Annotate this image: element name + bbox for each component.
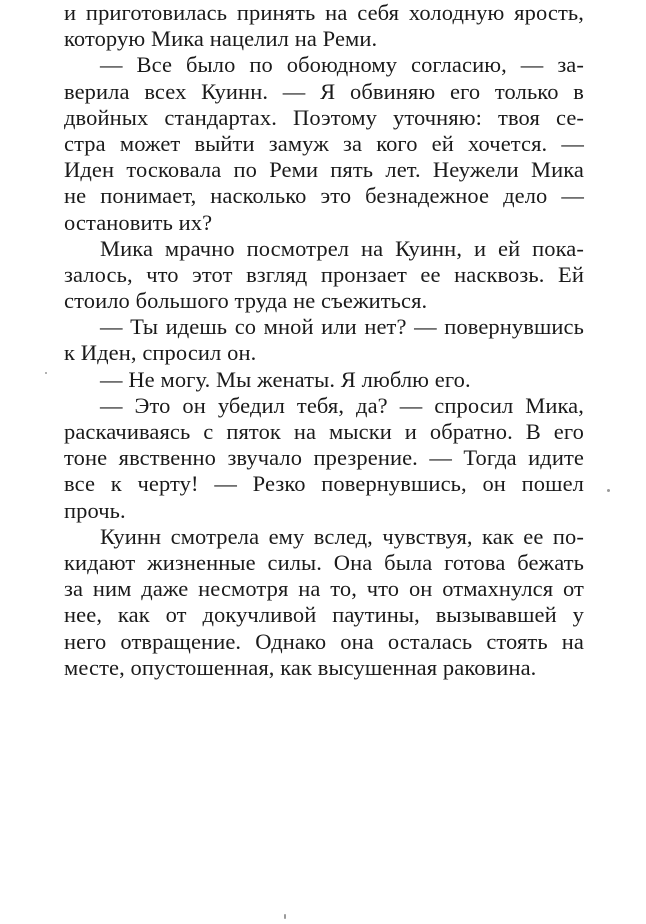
text-line: Мика мрачно посмотрел на Куинн, и ей пока- — [100, 235, 584, 261]
text-line: Куинн смотрела ему вслед, чувствуя, как ее по- — [100, 523, 584, 549]
text-line: все к черту! — Резко повернувшись, он пошел — [64, 471, 584, 497]
text-line: тоне явственно звучало презрение. — Тогда идите — [64, 445, 584, 471]
text-line: — Это он убедил тебя, да? — спросил Мика, — [100, 392, 584, 418]
text-line: месте, опустошенная, как высушенная раковина. — [64, 654, 537, 680]
text-line: — Ты идешь со мной или нет? — повернувшись — [100, 314, 584, 340]
text-line: — Все было по обоюдному согласию, — за- — [100, 52, 584, 78]
text-line: стоило большого труда не съежиться. — [64, 288, 428, 314]
text-line: стра может выйти замуж за кого ей хочется. — — [64, 130, 584, 156]
scan-speck — [607, 489, 610, 492]
body-text — [64, 0, 584, 681]
text-line: не понимает, насколько это безнадежное дело — — [64, 183, 584, 209]
text-line: кидают жизненные силы. Она была готова бежать — [64, 549, 584, 575]
text-line: верила всех Куинн. — Я обвиняю его только в — [64, 78, 584, 104]
text-line: к Иден, спросил он. — [64, 340, 257, 366]
scan-speck — [45, 372, 47, 374]
text-line: Иден тосковала по Реми пять лет. Неужели Мика — [64, 157, 584, 183]
scan-speck — [284, 914, 286, 919]
text-line: нее, как от докучливой паутины, вызывавшей у — [64, 602, 584, 628]
text-line: и приготовилась принять на себя холодную ярость, — [64, 0, 584, 25]
text-line: двойных стандартах. Поэтому уточняю: твоя се- — [64, 104, 584, 130]
text-line: прочь. — [64, 497, 126, 523]
text-line: которую Мика нацелил на Реми. — [64, 26, 378, 52]
text-line: остановить их? — [64, 209, 213, 235]
text-line: раскачиваясь с пяток на мыски и обратно. В его — [64, 419, 584, 444]
text-line: него отвращение. Однако она осталась стоять на — [64, 628, 584, 654]
text-line: залось, что этот взгляд пронзает ее насквозь. Ей — [64, 261, 584, 287]
text-line: — Не могу. Мы женаты. Я люблю его. — [100, 366, 471, 392]
text-line: за ним даже несмотря на то, что он отмахнулся от — [64, 576, 584, 602]
